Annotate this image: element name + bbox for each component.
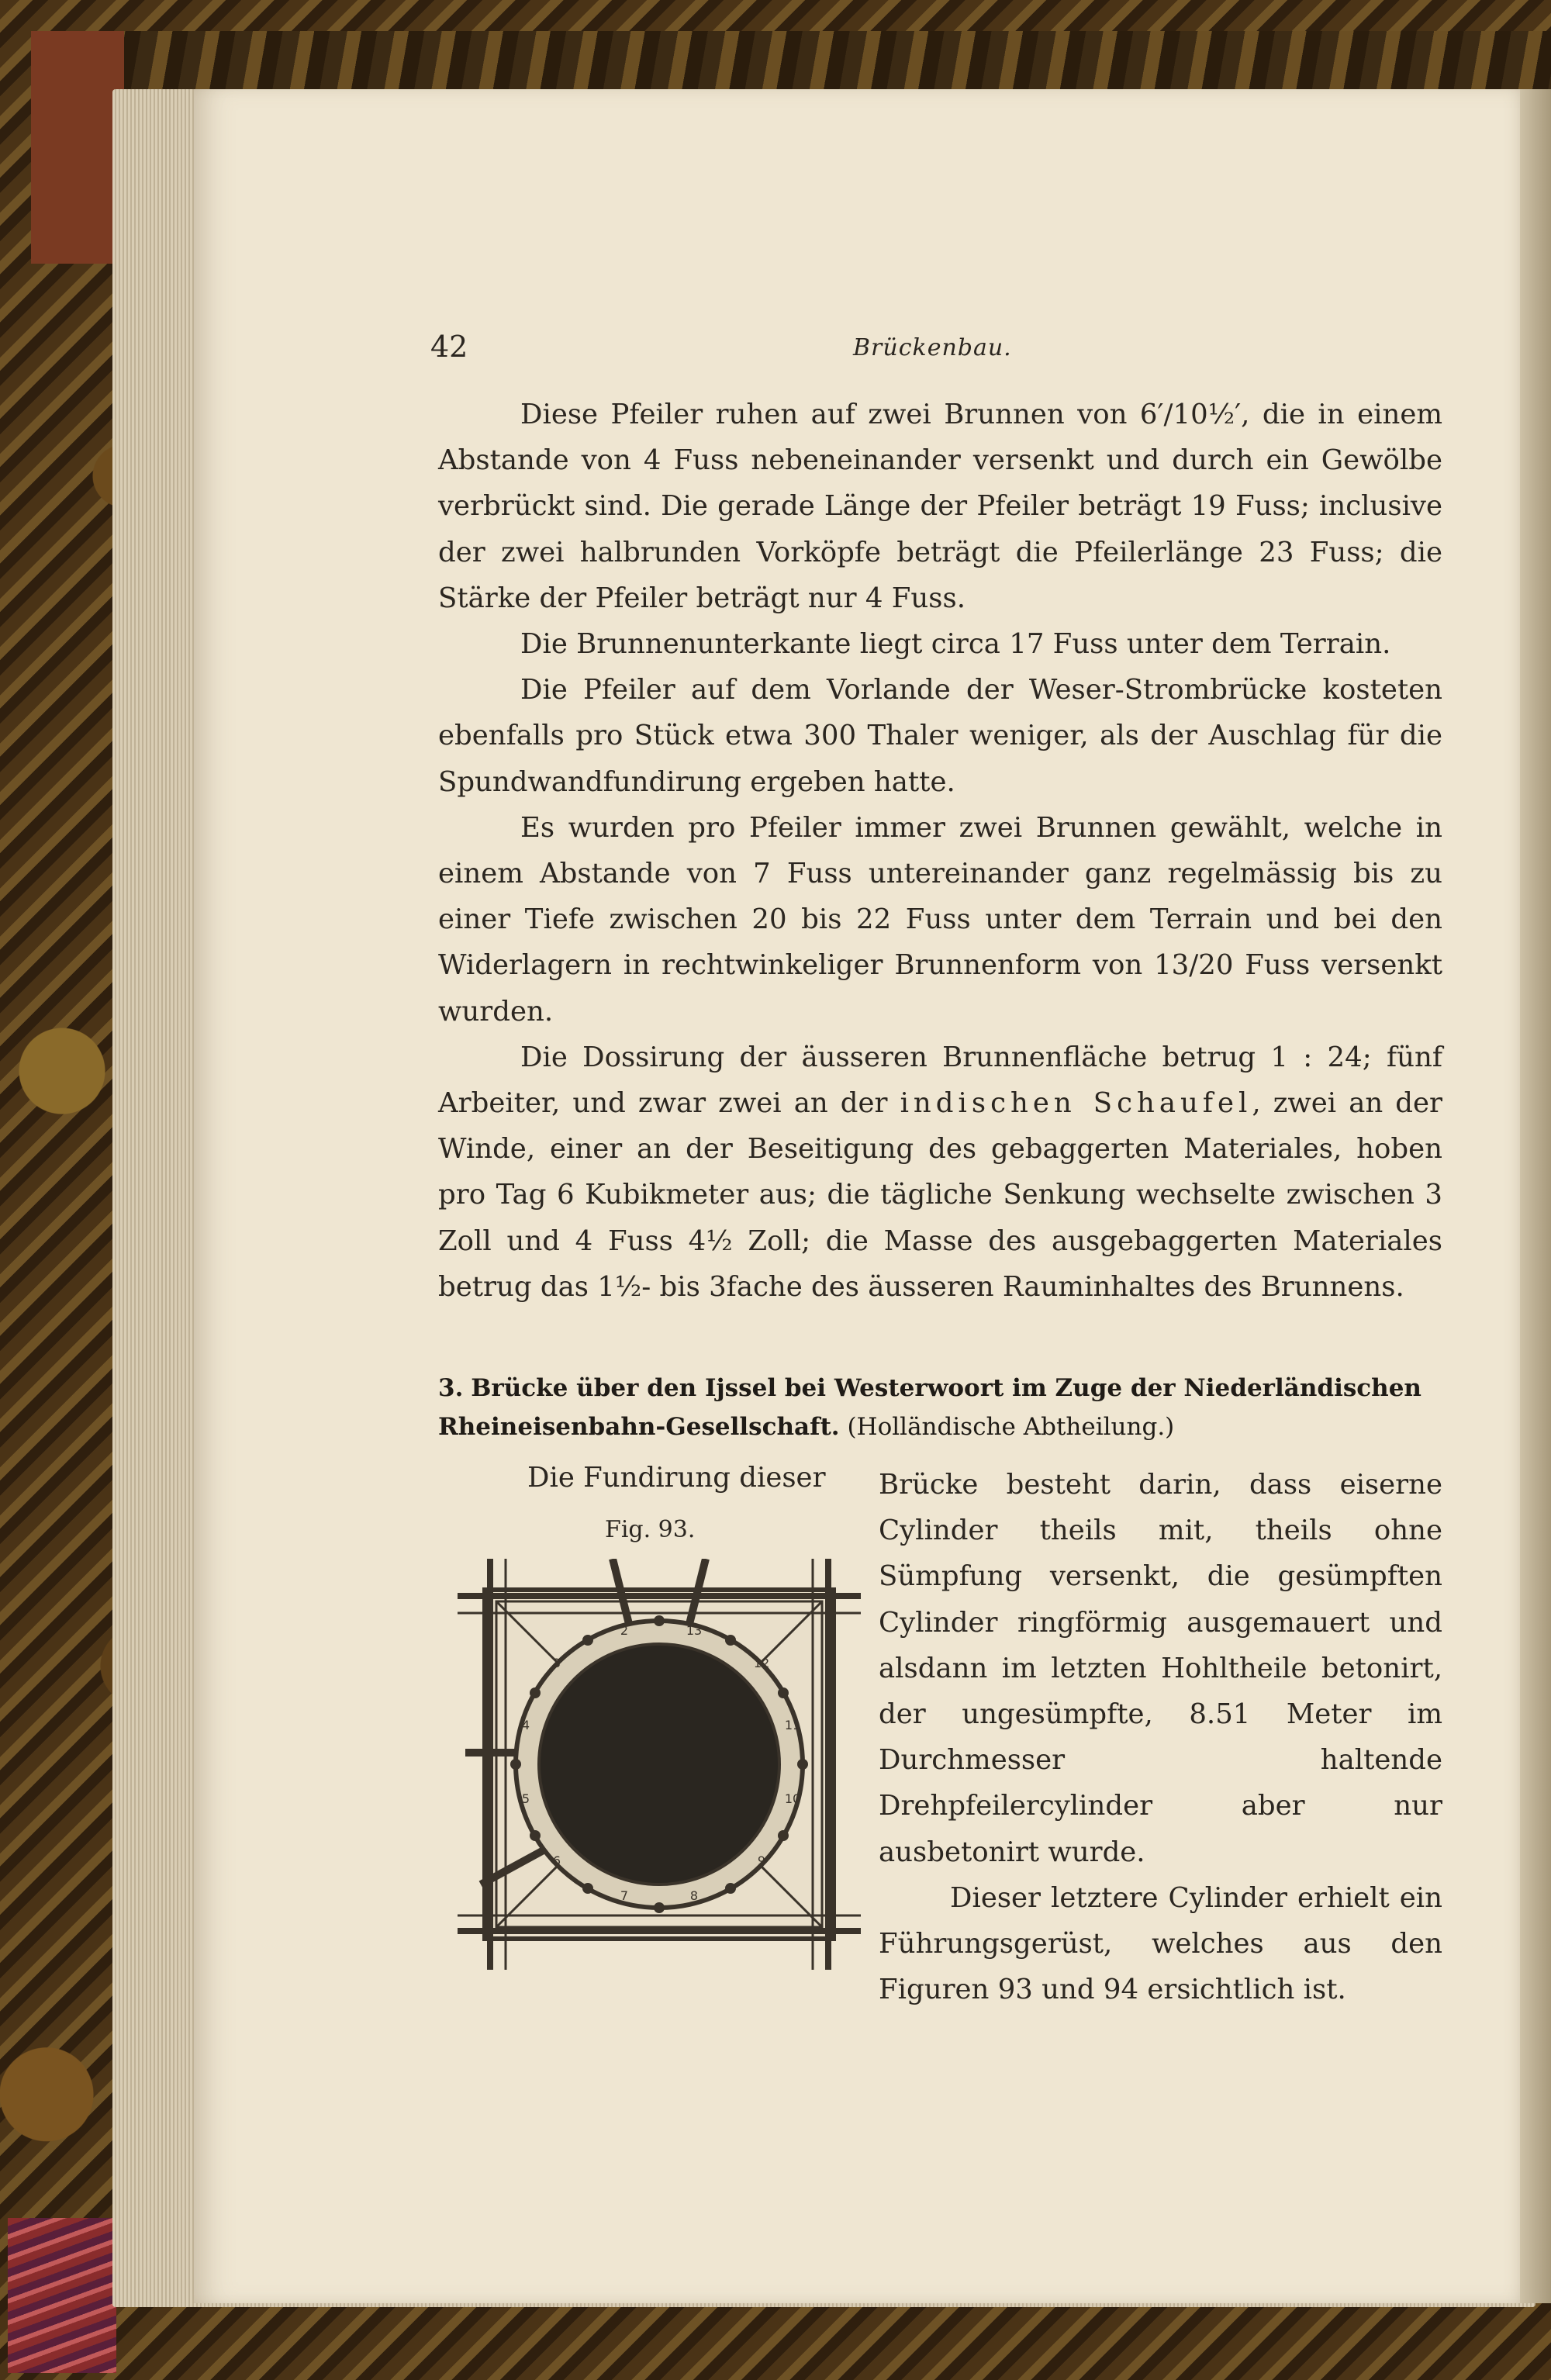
figure-caption: Fig. 93. xyxy=(605,1516,696,1543)
fig-mark: 9 xyxy=(757,1853,766,1868)
spine-leather-top xyxy=(31,31,124,264)
lead-text: Die Fundirung dieser xyxy=(527,1462,826,1494)
paragraph-dossirung xyxy=(438,1035,1442,1310)
section-note: (Holländische Abtheilung.) xyxy=(847,1413,1175,1441)
section-title: Brücke über den Ijssel bei Westerwoort im Zuge der Niederländischen Rheineisenbahn-Gesellschaft. xyxy=(438,1374,1421,1441)
paragraph: Es wurden pro Pfeiler immer zwei Brunnen gewählt, welche in einem Abstande von 7 Fuss untereinander ganz regelmässig bis zu einer Tiefe zwischen 20 bis 22 Fuss unter dem Terrain und bei den Widerlagern in rechtwinkeliger Brunnenform von 13/20 Fuss versenkt wurden. xyxy=(438,811,1442,1028)
fig-mark: 12 xyxy=(753,1656,770,1670)
spine-marbled-edge xyxy=(8,2218,116,2373)
fig-mark: 7 xyxy=(620,1888,629,1903)
dossirung-before: Die Dossirung der äusseren Brunnenfläche betrug 1 : 24; fünf Arbeiter, und zwar zwei an der xyxy=(438,1041,1442,1120)
fig-mark: 6 xyxy=(552,1853,561,1868)
fig-mark: 5 xyxy=(521,1791,530,1806)
body-text xyxy=(438,392,1442,1310)
section-heading xyxy=(438,1369,1446,1446)
fig-mark: 11 xyxy=(784,1718,801,1732)
paragraph: Diese Pfeiler ruhen auf zwei Brunnen von 6′/10½′, die in einem Abstande von 4 Fuss nebeneinander versenkt und durch ein Gewölbe verbrückt sind. Die gerade Länge der Pfeiler beträgt 19 Fuss; inclusive der zwei halbrunden Vorköpfe beträgt die Pfeilerlänge 23 Fuss; die Stärke der Pfeiler beträgt nur 4 Fuss. xyxy=(438,399,1442,614)
right-column-text xyxy=(879,1462,1442,2012)
paragraph: Dieser letztere Cylinder erhielt ein Führungsgerüst, welches aus den Figuren 93 und 94 ersichtlich ist. xyxy=(879,1881,1442,2006)
fig-mark: 3 xyxy=(552,1656,561,1670)
fig-mark: 10 xyxy=(784,1791,801,1806)
page-header xyxy=(430,330,1439,368)
fig-mark: 13 xyxy=(686,1623,703,1638)
fig-mark: 2 xyxy=(620,1623,629,1638)
dossirung-spaced-term: indischen Schaufel xyxy=(900,1087,1252,1120)
paragraph: Brücke besteht darin, dass eiserne Cylinder theils mit, theils ohne Sümpfung versenkt, die gesümpften Cylinder ringförmig ausgemauert und alsdann im letzten Hohltheile betonirt, der ungesümpfte, 8.51 Meter im Durchmesser haltende Drehpfeilercylinder aber nur ausbetonirt wurde. xyxy=(879,1469,1442,1868)
fig-mark: 4 xyxy=(521,1718,530,1732)
page-number: 42 xyxy=(430,330,468,364)
fig-mark: 8 xyxy=(689,1888,699,1903)
dossirung-after: , zwei an der Winde, einer an der Beseitigung des gebaggerten Materiales, hoben pro Tag 6 Kubikmeter aus; die tägliche Senkung wechselte zwischen 3 Zoll und 4 Fuss 4½ Zoll; die Masse des ausgebaggerten Materiales betrug das 1½- bis 3fache des äusseren Rauminhaltes des Brunnens. xyxy=(438,1087,1443,1303)
paragraph: Die Brunnenunterkante liegt circa 17 Fuss unter dem Terrain. xyxy=(520,628,1391,661)
paragraph: Die Pfeiler auf dem Vorlande der Weser-Strombrücke kosteten ebenfalls pro Stück etwa 300 Thaler weniger, als der Auschlag für die Spundwandfundirung ergeben hatte. xyxy=(438,674,1442,798)
section-number: 3. xyxy=(438,1374,464,1402)
running-title: Brückenbau. xyxy=(853,334,1012,361)
figure-93-cylinder-scaffold xyxy=(458,1559,861,1970)
